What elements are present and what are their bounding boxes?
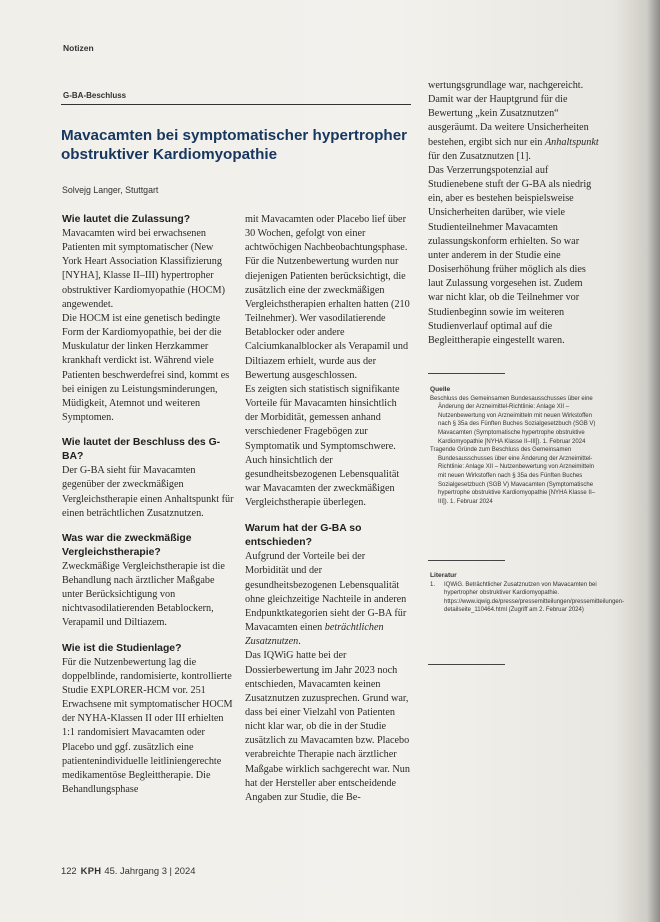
paragraph: Für die Nutzenbewertung lag die doppelblinde, randomisierte, kontrollierte Studie EXPLORER-HCM vor. 251 Erwachsene mit symptomatischer HOCM der NYHA-Klassen II oder III erhielten 1:1 randomisiert Mavacamten oder Placebo und ggf. zusätzlich eine patientenindividuelle leitliniengerechte medikamentöse Begleittherapie. Die Behandlungsphase [62,656,233,795]
paragraph [428,79,600,164]
sources-box [430,386,600,506]
author-line: Solvejg Langer, Stuttgart [62,185,159,195]
literature-number: 1. [430,581,436,588]
emphasis: Anhaltspunkt [544,136,599,148]
emphasis: beträchtlichen Zusatznutzen [245,622,384,648]
heading-vergleichstherapie: Was war die zweckmäßige Vergleichstherapie? [62,532,192,558]
heading-zulassung: Wie lautet die Zulassung? [62,214,191,225]
column-2 [245,213,410,805]
source-item: Beschluss des Gemeinsamen Bundesausschusses über eine Änderung der Arzneimittel-Richtlinie: Anlage XII – Nutzenbewertung von Arzneimitteln mit neuen Wirkstoffen nach § 35a des Fünften Buches Sozialgesetzbuch (SGB V) Mavacamten (Symptomatische hypertrophe obstruktive Kardiomyopathie [NYHA Klasse II–III]). 1. Februar 2024 [430,395,596,445]
divider [428,373,505,374]
paragraph: Mavacamten wird bei erwachsenen Patienten mit symptomatischer (New York Heart Association Klassifizierung [NYHA], Klasse II–III) hypertropher obstruktiver Kardiomyopathie (HOCM) angewendet. [62,228,225,310]
sources-heading: Quelle [430,386,451,393]
source-item: Tragende Gründe zum Beschluss des Gemeinsamen Bundesausschusses über eine Änderung der Arzneimittel-Richtlinie: Anlage XII – Nutzenbewertung von Arzneimitteln mit neuen Wirkstoffen nach § 35a des Fünften Buches Sozialgesetzbuch (SGB V) Mavacamten (Symptomatische hypertrophe obstruktive Kardiomyopathie [NYHA Klasse II–III]). 1. Februar 2024 [430,447,596,505]
page-number: 122 [61,865,77,876]
paragraph: Die HOCM ist eine genetisch bedingte Form der Kardiomyopathie, bei der die Muskulatur der linken Herzkammer krankhaft verdickt ist. Während viele Patienten beschwerdefrei sind, kommt es bei einigen zu Leistungsminderungen, Müdigkeit, Atemnot und weiteren Symptomen. [62,312,230,424]
top-rule [61,104,411,105]
heading-beschluss: Wie lautet der Beschluss des G-BA? [62,437,221,463]
divider [428,560,505,561]
paragraph: Das Verzerrungspotenzial auf Studienebene stuft der G-BA als niedrig ein, aber es bestehen beispielsweise Unsicherheiten darüber, wie viele Studienteilnehmer Mavacamten zulassungskonform erhielten. So war unter anderem in der Studie eine Dosiserhöhung früher möglich als dies laut Zulassung vorgesehen ist. Zudem war nicht klar, ob die Teilnehmer vor Studienbeginn sowie im weiteren Studienverlauf optimal auf die Begleittherapie eingestellt waren. [428,164,592,346]
kicker-label: G-BA-Beschluss [63,91,127,100]
divider [428,664,505,665]
heading-entscheidung: Warum hat der G-BA so entschieden? [245,523,362,549]
column-3 [428,79,600,348]
text-run: für den Zusatznutzen [1]. [428,150,531,162]
paragraph: mit Mavacamten oder Placebo lief über 30 Wochen, gefolgt von einer achtwöchigen Nachbeobachtungsphase. [245,214,408,254]
article-title: Mavacamten bei symptomatischer hypertropher obstruktiver Kardiomyopathie [61,127,408,163]
heading-studienlage: Wie ist die Studienlage? [62,642,182,654]
literature-item [430,581,625,615]
literature-box [430,572,625,615]
text-run: Aufgrund der Vorteile bei der Morbidität und der gesundheitsbezogenen Lebensqualität ohne gleichzeitige Nachteile in anderen Endpunktkategorien sieht der G-BA für Mavacamten einen [245,551,407,634]
issue-info: 45. Jahrgang 3 | 2024 [104,865,196,876]
literature-text: IQWiG. Beträchtlicher Zusatznutzen von Mavacamten bei hypertropher obstruktiver Kardiomyopathie. https://www.iqwig.de/presse/pressemitteilungen/pressemitteilungen-detailseite_110464.html (Zugriff am 2. Februar 2024) [444,581,625,614]
section-label: Notizen [63,43,94,53]
text-run: . [298,636,301,648]
paragraph: Für die Nutzenbewertung wurden nur diejenigen Patienten berücksichtigt, die zusätzlich eine der zweckmäßigen Vergleichstherapien erhalten hatten (210 Teilnehmer). Wer vasodilatierende Betablocker oder andere Calciumkanalblocker als Verapamil und Diltiazem erhielt, wurde aus der Bewertung ausgeschlossen. [245,256,410,381]
literature-heading: Literatur [430,572,457,579]
text-run: wertungsgrundlage war, nachgereicht. Damit war der Hauptgrund für die Bewertung „kein Zusatznutzen“ ausgeräumt. Da weitere Unsicherheiten bestehen, ergibt sich nur ein [428,80,589,148]
journal-name: KPH [80,865,102,876]
paragraph: Der G-BA sieht für Mavacamten gegenüber der zweckmäßigen Vergleichstherapie einen Anhaltspunkt für einen beträchtlichen Zusatznutzen. [62,465,234,519]
page-footer [61,865,195,876]
paragraph: Es zeigten sich statistisch signifikante Vorteile für Mavacamten hinsichtlich der Morbidität, gemessen anhand verschiedener Fragebögen zur Symptomatik und Symptomschwere. Auch hinsichtlich der gesundheitsbezogenen Lebensqualität war Mavacamten der zweckmäßigen Vergleichstherapie überlegen. [245,383,400,509]
column-1 [62,213,234,797]
paragraph: Zweckmäßige Vergleichstherapie ist die Behandlung nach ärztlicher Maßgabe unter Berücksichtigung von nichtvasodilatierenden Betablockern, Verapamil und Diltiazem. [62,560,225,629]
paragraph: Das IQWiG hatte bei der Dossierbewertung im Jahr 2023 noch entschieden, Mavacamten keinen Zusatznutzen zuzusprechen. Grund war, dass bei einer Vielzahl von Patienten nicht klar war, ob die in der Studie zusätzlich zu Mavacamten bzw. Placebo verabreichte Therapie nach ärztlicher Maßgabe wirklich sachgerecht war. Nun hat der Hersteller aber entscheidende Angaben zur Studie, die Be- [245,650,410,803]
paragraph [245,550,410,649]
